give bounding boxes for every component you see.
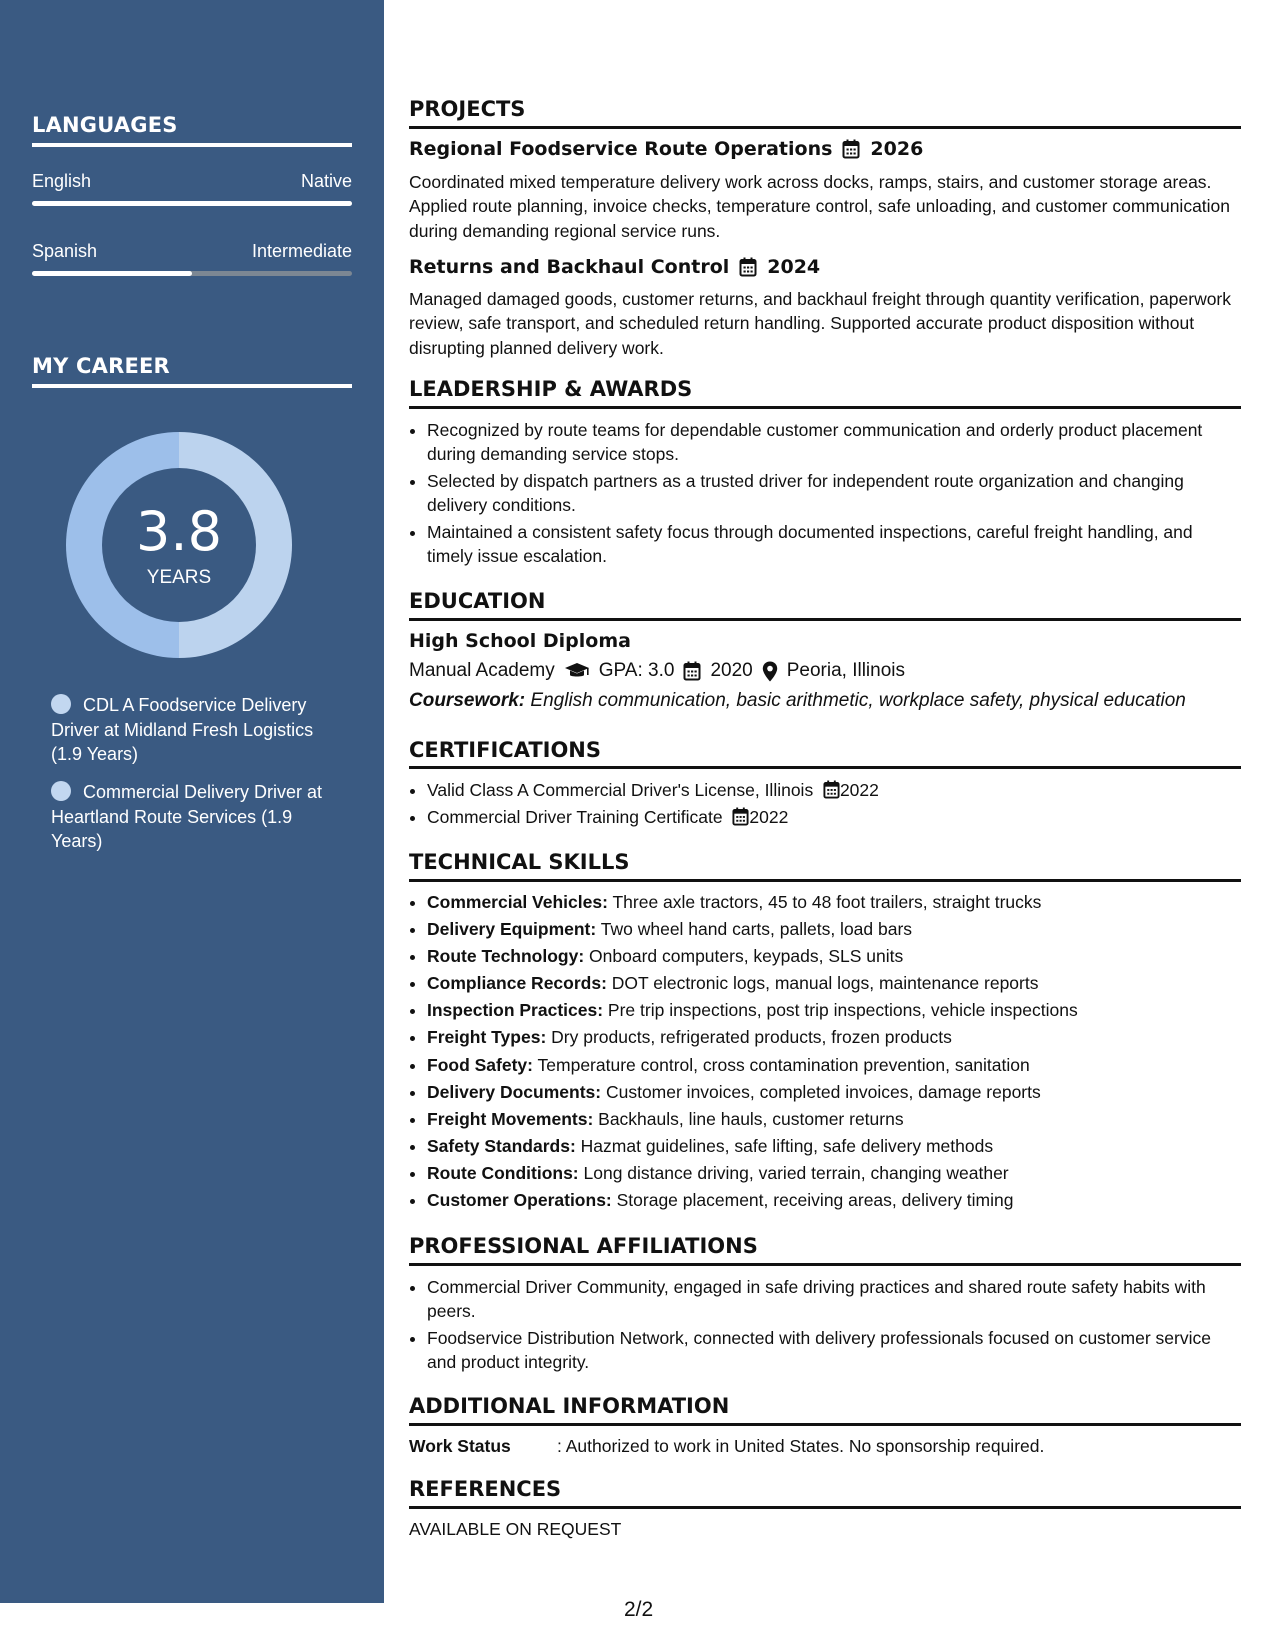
language-level: Intermediate <box>251 241 352 261</box>
project-year: 2026 <box>870 138 924 160</box>
education-degree: High School Diploma <box>409 630 631 652</box>
section-rule <box>409 1423 1241 1426</box>
education-coursework <box>409 690 1186 712</box>
language-name: Spanish <box>32 241 98 261</box>
career-rule <box>32 384 352 388</box>
graduation-cap-icon <box>564 662 590 680</box>
list-item: • Recognized by route teams for dependable customer communication and orderly product placement during demanding service stops. <box>427 418 1239 467</box>
bullet-dot-icon <box>51 694 71 714</box>
career-item <box>51 693 337 767</box>
language-level: Native <box>300 171 352 191</box>
project-year: 2024 <box>767 256 821 278</box>
career-years-unit: YEARS <box>146 567 212 588</box>
career-years-value: 3.8 <box>136 500 222 563</box>
page-number: 2/2 <box>624 1598 654 1621</box>
education-year: 2020 <box>710 660 753 681</box>
certification-year: 2022 <box>749 806 789 827</box>
skill-value: Customer invoices, completed invoices, damage reports <box>605 1081 1041 1102</box>
section-rule <box>409 406 1241 409</box>
list-item <box>427 890 1239 914</box>
section-title-skills: TECHNICAL SKILLS <box>409 850 630 874</box>
list-item <box>427 1025 1239 1049</box>
certification-year: 2022 <box>839 780 879 800</box>
skill-label: Compliance Records: <box>427 973 607 994</box>
list-item <box>427 778 1239 802</box>
skill-value: Three axle tractors, 45 to 48 foot trailers, straight trucks <box>612 892 1042 912</box>
section-rule <box>409 1506 1241 1509</box>
skill-value: Dry products, refrigerated products, frozen products <box>551 1027 952 1048</box>
skill-label: Inspection Practices: <box>427 1000 604 1021</box>
list-item: • Maintained a consistent safety focus through documented inspections, careful freight handling, and timely issue escalation. <box>427 520 1239 569</box>
skill-value: Storage placement, receiving areas, delivery timing <box>616 1190 1014 1211</box>
language-bar <box>32 271 352 276</box>
skill-label: Delivery Documents: <box>427 1081 602 1102</box>
list-item <box>427 1107 1239 1131</box>
list-item <box>427 1188 1239 1212</box>
skills-list <box>409 890 1239 1215</box>
skill-label: Route Conditions: <box>427 1162 579 1183</box>
language-bar-fill <box>32 201 352 206</box>
calendar-icon <box>739 257 757 277</box>
project-title: Regional Foodservice Route Operations <box>409 138 833 160</box>
coursework-text: English communication, basic arithmetic, workplace safety, physical education <box>530 690 1186 711</box>
language-bar <box>32 201 352 206</box>
certifications-list <box>409 778 1239 832</box>
project-title-row <box>409 138 923 160</box>
leadership-list <box>409 418 1239 571</box>
project-title: Returns and Backhaul Control <box>409 256 730 278</box>
section-title-certifications: CERTIFICATIONS <box>409 738 602 762</box>
skill-label: Freight Types: <box>427 1027 547 1048</box>
project-description: Coordinated mixed temperature delivery work across docks, ramps, stairs, and customer storage areas. Applied route planning, invoice checks, temperature control, safe unloading, and customer communication during demanding regional service runs. <box>409 172 1231 241</box>
work-status-label: Work Status <box>409 1436 511 1456</box>
list-item <box>427 1080 1239 1104</box>
skill-label: Commercial Vehicles: <box>427 892 608 912</box>
project-description: Managed damaged goods, customer returns, and backhaul freight through quantity verification, paperwork review, safe transport, and scheduled return handling. Supported accurate product disposition without disrupting planned delivery work. <box>409 289 1232 358</box>
section-title-leadership: LEADERSHIP & AWARDS <box>409 377 693 401</box>
skill-value: DOT electronic logs, manual logs, maintenance reports <box>611 973 1039 994</box>
list-item <box>427 944 1239 968</box>
certification-name: Commercial Driver Training Certificate <box>427 806 723 827</box>
skill-value: Two wheel hand carts, pallets, load bars <box>600 919 913 940</box>
affiliations-list <box>409 1275 1239 1377</box>
section-rule <box>409 766 1241 769</box>
work-status-row <box>409 1434 1241 1458</box>
skill-label: Delivery Equipment: <box>427 919 597 940</box>
list-item: • Selected by dispatch partners as a trusted driver for independent route organization and changing delivery conditions. <box>427 469 1239 518</box>
list-item <box>427 1161 1239 1185</box>
bullet-dot-icon <box>51 781 71 801</box>
skill-label: Safety Standards: <box>427 1135 576 1156</box>
career-item-text: Commercial Delivery Driver at Heartland Route Services (1.9 Years) <box>51 782 323 851</box>
calendar-icon <box>842 139 860 159</box>
skill-label: Food Safety: <box>427 1054 533 1075</box>
list-item <box>427 971 1239 995</box>
language-name: English <box>32 171 92 191</box>
certification-name: Valid Class A Commercial Driver's License, Illinois <box>427 780 814 800</box>
education-gpa: GPA: 3.0 <box>598 660 675 681</box>
career-title: MY CAREER <box>32 354 170 378</box>
career-item <box>51 780 337 854</box>
project-title-row <box>409 256 820 278</box>
list-item <box>427 1053 1239 1077</box>
skill-value: Backhauls, line hauls, customer returns <box>598 1108 904 1129</box>
skill-value: Long distance driving, varied terrain, changing weather <box>583 1162 1009 1183</box>
list-item: • Commercial Driver Community, engaged in safe driving practices and shared route safety habits with peers. <box>427 1275 1239 1324</box>
languages-title: LANGUAGES <box>32 113 178 137</box>
map-pin-icon <box>762 661 778 682</box>
list-item <box>427 917 1239 941</box>
skill-value: Onboard computers, keypads, SLS units <box>589 946 904 967</box>
list-item <box>427 805 1239 829</box>
list-item <box>427 1134 1239 1158</box>
work-status-value: : Authorized to work in United States. No sponsorship required. <box>557 1436 1045 1456</box>
skill-value: Pre trip inspections, post trip inspections, vehicle inspections <box>607 1000 1078 1021</box>
calendar-icon <box>823 780 840 799</box>
section-rule <box>409 879 1241 882</box>
calendar-icon <box>683 661 701 681</box>
skill-value: Temperature control, cross contamination prevention, sanitation <box>537 1054 1030 1075</box>
skill-label: Route Technology: <box>427 946 585 967</box>
skill-label: Customer Operations: <box>427 1190 612 1211</box>
sidebar <box>0 0 384 1603</box>
education-details <box>409 660 905 682</box>
section-title-projects: PROJECTS <box>409 97 526 121</box>
language-bar-fill <box>32 271 192 276</box>
references-text: AVAILABLE ON REQUEST <box>409 1519 622 1539</box>
list-item: • Foodservice Distribution Network, connected with delivery professionals focused on customer service and product integrity. <box>427 1326 1239 1375</box>
skill-value: Hazmat guidelines, safe lifting, safe delivery methods <box>580 1135 994 1156</box>
section-rule <box>409 126 1241 129</box>
skill-label: Freight Movements: <box>427 1108 594 1129</box>
education-location: Peoria, Illinois <box>786 660 905 681</box>
section-title-references: REFERENCES <box>409 1477 562 1501</box>
section-rule <box>409 618 1241 621</box>
languages-rule <box>32 143 352 147</box>
list-item <box>427 998 1239 1022</box>
language-row <box>32 241 352 262</box>
section-rule <box>409 1263 1241 1266</box>
career-item-text: CDL A Foodservice Delivery Driver at Midland Fresh Logistics (1.9 Years) <box>51 695 314 764</box>
coursework-label: Coursework: <box>409 690 526 711</box>
education-school: Manual Academy <box>409 660 555 681</box>
section-title-education: EDUCATION <box>409 589 546 613</box>
section-title-affiliations: PROFESSIONAL AFFILIATIONS <box>409 1234 758 1258</box>
language-row <box>32 171 352 192</box>
calendar-icon <box>732 807 749 826</box>
section-title-additional: ADDITIONAL INFORMATION <box>409 1394 730 1418</box>
